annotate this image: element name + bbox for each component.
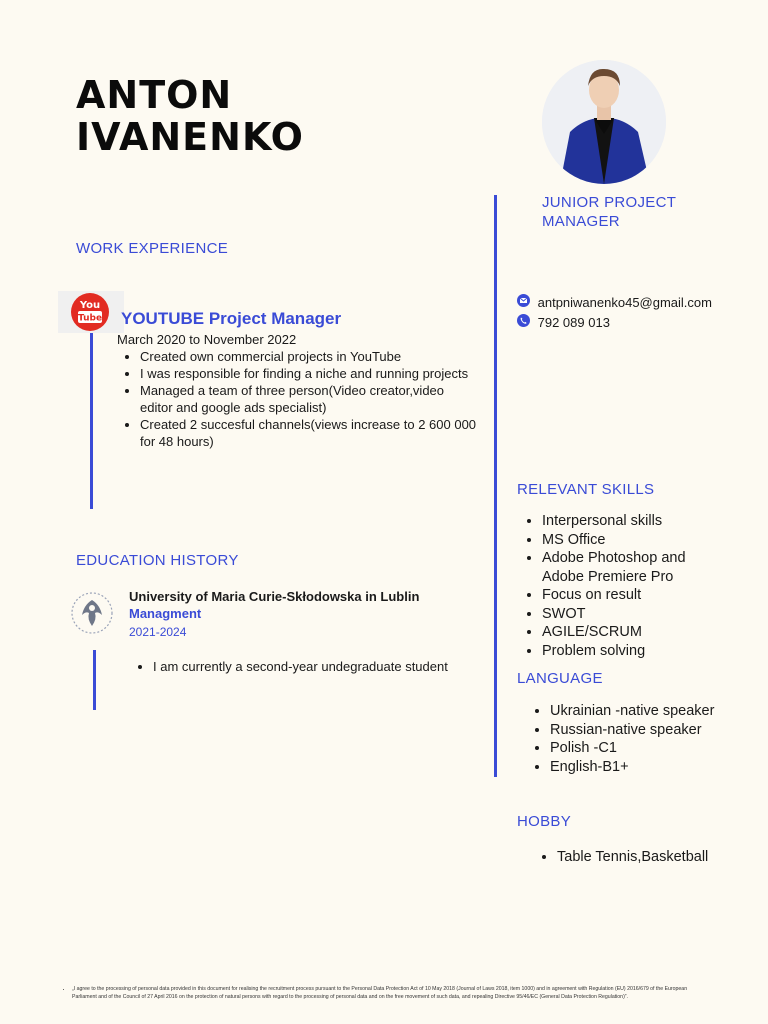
language-list (528, 702, 748, 776)
language-item: • Ukrainian -native speaker (550, 702, 748, 721)
consent-text: • „I agree to the processing of personal data provided in this document for realising the recruitment process pursuant to the Personal Data Protection Act of 10 May 2018 (Journal of Laws 2018, item 1000) and in agreement with Regulation (EU) 2016/679 of the European Parliament and of the Council of 27 April 2016 on the protection of natural persons with regard to the processing of personal data and on the free movement of such data, and repealing Directive 95/46/EC (General Data Protection Regulation)”. (72, 986, 704, 1001)
last-name: IVANENKO (76, 115, 304, 159)
svg-text:Tube: Tube (77, 313, 103, 324)
hobby-list (535, 848, 755, 867)
phone-row[interactable] (517, 314, 610, 331)
svg-text:You: You (79, 300, 101, 311)
university-emblem (70, 591, 114, 635)
hobby-item: • Table Tennis,Basketball (557, 848, 755, 867)
school-name: University of Maria Curie-Skłodowska in Lublin (129, 589, 420, 604)
job-bullets (118, 348, 478, 450)
field-of-study: Managment (129, 606, 202, 621)
study-years: 2021-2024 (129, 625, 187, 639)
profile-photo (542, 60, 666, 184)
education-heading: EDUCATION HISTORY (76, 552, 239, 569)
education-bullets (131, 658, 491, 675)
skill-item: • AGILE/SCRUM (542, 623, 720, 642)
education-bullet: • I am currently a second-year undegraduate student (153, 658, 491, 675)
phone-text[interactable]: 792 089 013 (537, 315, 610, 330)
skill-item: • Adobe Photoshop and Adobe Premiere Pro (542, 549, 720, 586)
first-name: ANTON (76, 73, 233, 117)
email-text[interactable]: antpniwanenko45@gmail.com (537, 295, 712, 310)
job-bullet: • Managed a team of three person(Video creator,video editor and google ads specialist) (140, 382, 478, 416)
education-timeline-line (93, 650, 96, 710)
youtube-logo (58, 291, 124, 333)
job-bullet: • Created 2 succesful channels(views increase to 2 600 000 for 48 hours) (140, 416, 478, 450)
job-title: YOUTUBE Project Manager (121, 309, 342, 328)
envelope-icon (517, 294, 530, 307)
skills-heading: RELEVANT SKILLS (517, 481, 655, 498)
phone-icon (517, 314, 530, 327)
language-heading: LANGUAGE (517, 670, 603, 687)
work-timeline-line (90, 333, 93, 509)
skill-item: • SWOT (542, 605, 720, 624)
email-row[interactable] (517, 294, 712, 311)
skill-item: • MS Office (542, 531, 720, 550)
column-divider (494, 195, 497, 777)
hobby-heading: HOBBY (517, 813, 572, 830)
skill-item: • Problem solving (542, 642, 720, 661)
skill-item: • Interpersonal skills (542, 512, 720, 531)
job-role: JUNIOR PROJECT MANAGER (542, 194, 676, 230)
gdpr-consent (64, 986, 704, 1001)
skill-item: • Focus on result (542, 586, 720, 605)
skills-list (520, 512, 720, 660)
candidate-name (76, 74, 304, 158)
job-bullet: • I was responsible for finding a niche and running projects (140, 365, 478, 382)
job-dates: March 2020 to November 2022 (117, 332, 297, 347)
job-bullet: • Created own commercial projects in YouTube (140, 348, 478, 365)
language-item: • Polish -C1 (550, 739, 748, 758)
work-experience-heading: WORK EXPERIENCE (76, 240, 229, 257)
language-item: • English-B1+ (550, 758, 748, 777)
language-item: • Russian-native speaker (550, 721, 748, 740)
